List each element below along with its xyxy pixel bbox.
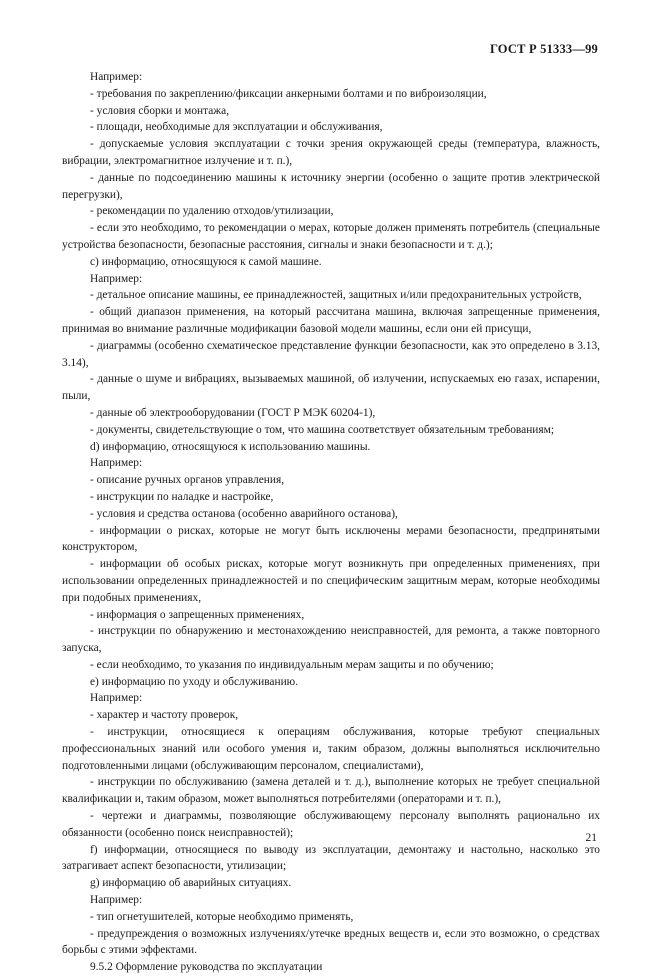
list-item: - документы, свидетельствующие о том, что машина соответствует обязательным требованиям; bbox=[90, 423, 555, 436]
list-item: - инструкции по обслуживанию (замена деталей и т. д.), выполнение которых не требует специальной квалификации и, таким образом, может выполняться потребителями (операторами и т. п.), bbox=[62, 776, 600, 806]
document-header: ГОСТ Р 51333—99 bbox=[489, 42, 598, 56]
list-item: - предупреждения о возможных излучениях/утечке вредных веществ и, если это возможно, о средствах борьбы с этими эффектами. bbox=[62, 927, 600, 957]
list-item: - чертежи и диаграммы, позволяющие обслуживающему персоналу выполнять рационально их обязанности (особенно поиск неисправностей); bbox=[62, 810, 600, 839]
paragraph: Например: bbox=[90, 692, 143, 705]
section-item: f) информации, относящиеся по выводу из эксплуатации, демонтажу и настольно, насколько это затрагивает аспект безопасности, утилизации; bbox=[62, 843, 600, 873]
subsection-heading: 9.5.2 Оформление руководства по эксплуатации bbox=[90, 961, 323, 974]
section-item: c) информацию, относящуюся к самой машине. bbox=[90, 255, 322, 268]
list-item: - детальное описание машины, ее принадлежностей, защитных и/или предохранительных устройств, bbox=[90, 289, 582, 302]
list-item: - данные по подсоединению машины к источнику энергии (особенно о защите против электрической перегрузки), bbox=[62, 171, 600, 201]
body-text bbox=[62, 69, 600, 976]
list-item: - площади, необходимые для эксплуатации и обслуживания, bbox=[90, 121, 383, 134]
page-number: 21 bbox=[585, 832, 597, 844]
paragraph: Например: bbox=[90, 272, 143, 285]
section-item: d) информацию, относящуюся к использованию машины. bbox=[90, 440, 371, 453]
list-item: - характер и частоту проверок, bbox=[90, 709, 239, 722]
list-item: - инструкции, относящиеся к операциям обслуживания, которые требуют специальных профессиональных знаний или особого умения и, таким образом, должны выполняться исключительно подготовленными лицами (обслуживающим персоналом, специалистами), bbox=[62, 726, 600, 772]
list-item: - рекомендации по удалению отходов/утилизации, bbox=[90, 205, 334, 218]
list-item: - описание ручных органов управления, bbox=[90, 474, 285, 487]
paragraph: Например: bbox=[90, 457, 143, 470]
list-item: - инструкции по обнаружению и местонахождению неисправностей, для ремонта, а также повторного запуска, bbox=[62, 625, 600, 655]
section-item: g) информацию об аварийных ситуациях. bbox=[90, 877, 292, 890]
list-item: - тип огнетушителей, которые необходимо применять, bbox=[90, 910, 354, 923]
list-item: - диаграммы (особенно схематическое представление функции безопасности, как это определено в 3.13, 3.14), bbox=[62, 339, 600, 369]
list-item: - если необходимо, то указания по индивидуальным мерам защиты и по обучению; bbox=[90, 658, 494, 671]
paragraph: Например: bbox=[90, 71, 143, 83]
list-item: - инструкции по наладке и настройке, bbox=[90, 490, 274, 503]
list-item: - информации о рисках, которые не могут быть исключены мерами безопасности, предпринятыми конструктором, bbox=[62, 524, 600, 554]
paragraph: Например: bbox=[90, 894, 143, 907]
list-item: - информация о запрещенных применениях, bbox=[90, 608, 305, 621]
list-item: - информации об особых рисках, которые могут возникнуть при определенных применениях, при использовании определенных принадлежностей и по специфическим защитным мерам, которые необходимы при подобных применениях, bbox=[62, 558, 600, 604]
list-item: - данные о шуме и вибрациях, вызываемых машиной, об излучении, испускаемых ею газах, испарении, пыли, bbox=[62, 373, 600, 403]
list-item: - допускаемые условия эксплуатации с точки зрения окружающей среды (температура, влажность, вибрации, электромагнитное излучение и т. п.), bbox=[62, 138, 600, 167]
list-item: - условия сборки и монтажа, bbox=[90, 104, 230, 117]
list-item: - условия и средства останова (особенно аварийного останова), bbox=[90, 507, 398, 520]
list-item: - данные об электрооборудовании (ГОСТ Р МЭК 60204-1), bbox=[90, 406, 376, 419]
list-item: - если это необходимо, то рекомендации о мерах, которые должен применять потребитель (специальные устройства безопасности, безопасные расстояния, сигналы и знаки безопасности и т. д.); bbox=[62, 222, 600, 251]
section-item: e) информацию по уходу и обслуживанию. bbox=[90, 675, 299, 688]
list-item: - требования по закреплению/фиксации анкерными болтами и по виброизоляции, bbox=[90, 87, 487, 100]
list-item: - общий диапазон применения, на который рассчитана машина, включая запрещенные применения, принимая во внимание различные модификации базовой модели машины, если они ей присущи, bbox=[62, 306, 600, 335]
